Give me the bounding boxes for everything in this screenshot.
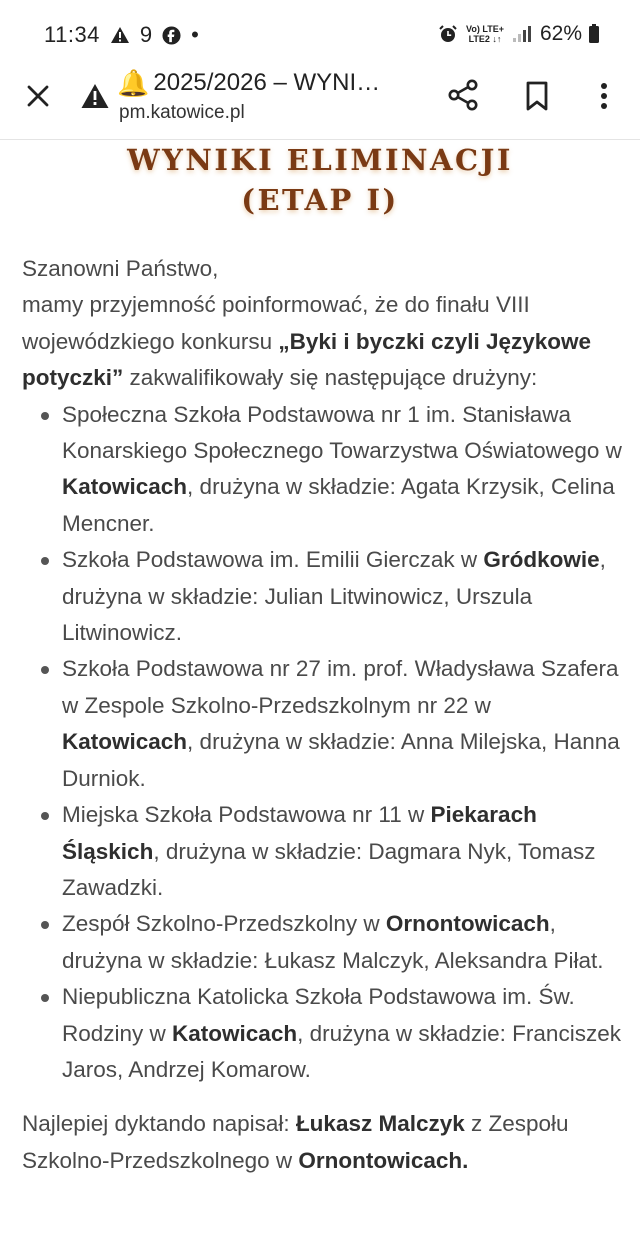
- article-heading: [0, 140, 640, 220]
- greeting-text: Szanowni Państwo,: [22, 256, 219, 281]
- notification-count: 9: [139, 22, 153, 47]
- share-button[interactable]: [446, 78, 480, 112]
- battery-percent: 62%: [539, 22, 582, 45]
- close-tab-button[interactable]: [22, 80, 54, 112]
- alarm-icon: [438, 24, 458, 44]
- more-vert-icon: [592, 78, 616, 114]
- battery-icon: [588, 24, 600, 44]
- team-members: , drużyna w składzie: Dagmara Nyk, Tomasz Zawadzki.: [62, 838, 596, 900]
- team-school: Szkoła Podstawowa im. Emilii Gierczak w: [62, 547, 484, 573]
- article-body: [22, 251, 622, 1179]
- team-school: Szkoła Podstawowa nr 27 im. prof. Władysława Szafera w Zespole Szkolno-Przedszkolnym nr 22 w: [62, 656, 619, 718]
- status-time: 11:34: [44, 22, 100, 47]
- intro-suffix: zakwalifikowały się następujące drużyny:: [123, 365, 538, 391]
- best-name: Łukasz Malczyk: [295, 1111, 465, 1137]
- team-members: , drużyna w składzie: Franciszek Jaros, Andrzej Komarow.: [62, 1020, 621, 1082]
- team-list-item: [22, 906, 622, 979]
- network-label-line2: LTE2 ↓↑: [468, 34, 502, 44]
- team-city: Katowicach: [172, 1020, 298, 1046]
- team-city: Katowicach: [62, 729, 188, 755]
- heading-line-1: WYNIKI ELIMINACJI: [127, 143, 513, 177]
- best-city: Ornontowicach.: [298, 1147, 469, 1173]
- best-dictation-paragraph: [22, 1106, 622, 1179]
- bookmark-icon: [522, 79, 552, 113]
- share-icon: [446, 78, 480, 112]
- best-prefix: Najlepiej dyktando napisał:: [22, 1111, 296, 1137]
- team-list-item: [22, 542, 622, 651]
- close-icon: [26, 84, 50, 108]
- more-notifications-dot: •: [191, 22, 199, 47]
- warning-icon: [110, 26, 130, 44]
- facebook-icon: [162, 26, 181, 45]
- team-city: Gródkowie: [483, 547, 600, 573]
- page-url[interactable]: pm.katowice.pl: [119, 102, 245, 123]
- team-members: , drużyna w składzie: Julian Litwinowicz, Urszula Litwinowicz.: [62, 547, 606, 646]
- battery-indicator: [540, 22, 600, 46]
- best-middle: z Zespołu Szkolno-Przedszkolnego w: [22, 1111, 569, 1173]
- not-secure-warning-button[interactable]: [80, 82, 112, 112]
- team-city: Piekarach Śląskich: [62, 802, 537, 864]
- intro-paragraph: [22, 251, 622, 397]
- page-title: 2025/2026 – WYNI…: [153, 69, 381, 96]
- team-city: Ornontowicach: [385, 911, 550, 937]
- team-members: , drużyna w składzie: Anna Milejska, Hanna Durniok.: [62, 729, 620, 791]
- bookmark-button[interactable]: [522, 79, 552, 113]
- page-title-row: [117, 68, 417, 98]
- team-list-item: [22, 651, 622, 797]
- contest-name: „Byki i byczki czyli Językowe potyczki”: [22, 328, 592, 391]
- team-school: Zespół Szkolno-Przedszkolny w: [62, 911, 386, 937]
- team-school: Społeczna Szkoła Podstawowa nr 1 im. Stanisława Konarskiego Społecznego Towarzystwa Oświatowego w: [62, 401, 622, 464]
- network-label-line1: Vo) LTE+: [466, 24, 504, 34]
- teams-list: [22, 397, 622, 1089]
- status-bar: [0, 0, 640, 64]
- team-city: Katowicach: [62, 474, 188, 500]
- signal-icon: [512, 25, 532, 43]
- team-list-item: [22, 797, 622, 906]
- heading-line-2: (ETAP I): [241, 183, 399, 217]
- team-school: Niepubliczna Katolicka Szkoła Podstawowa im. Św. Rodziny w: [62, 984, 575, 1046]
- team-list-item: [22, 397, 622, 543]
- team-members: , drużyna w składzie: Agata Krzysik, Celina Mencner.: [62, 474, 615, 536]
- status-right: [438, 22, 600, 46]
- team-school: Miejska Szkoła Podstawowa nr 11 w: [62, 802, 431, 828]
- team-list-item: [22, 979, 622, 1088]
- browser-toolbar: [0, 64, 640, 140]
- warning-icon: [80, 82, 110, 110]
- bell-icon: 🔔: [117, 68, 150, 98]
- intro-prefix: mamy przyjemność poinformować, że do finału VIII wojewódzkiego konkursu: [22, 292, 530, 354]
- status-left: [44, 22, 199, 48]
- more-options-button[interactable]: [592, 78, 616, 114]
- team-members: , drużyna w składzie: Łukasz Malczyk, Aleksandra Piłat.: [62, 911, 604, 973]
- network-type-label: [466, 24, 504, 44]
